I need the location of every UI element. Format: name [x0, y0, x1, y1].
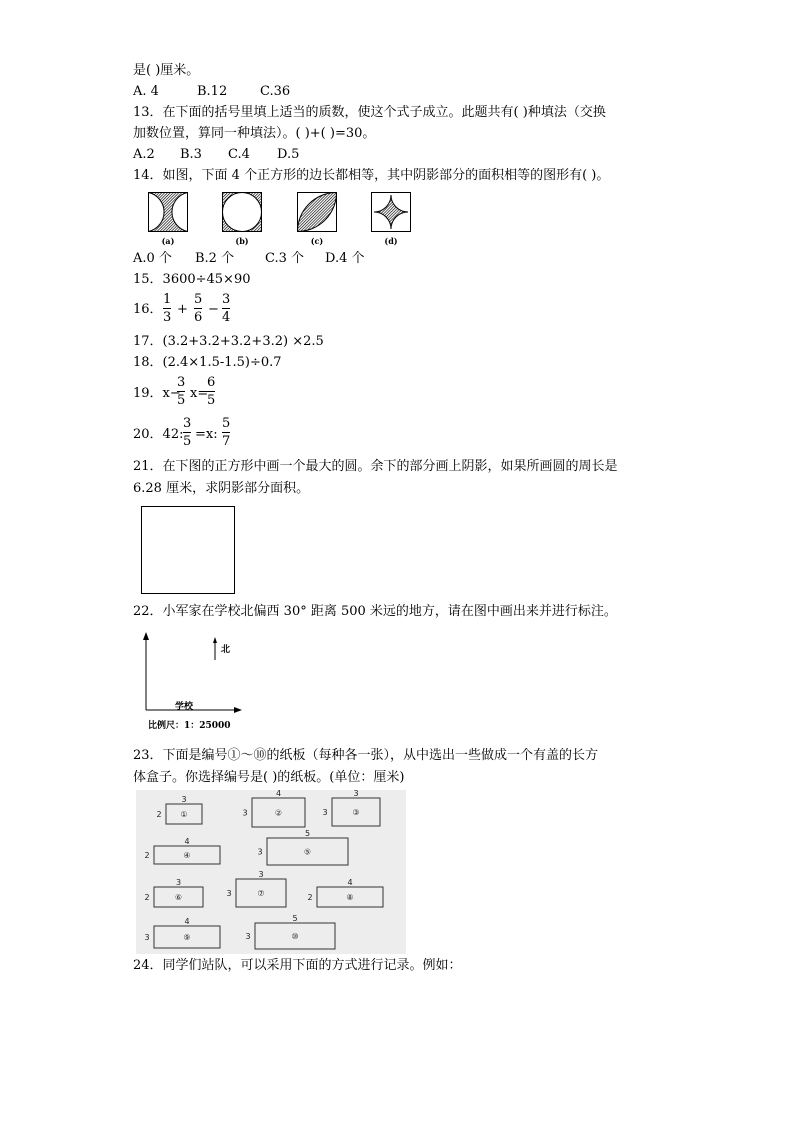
- caption-b: (b): [235, 236, 249, 246]
- q23-line1: 23．下面是编号①～⑩的纸板（每种各一张），从中选出一些做成一个有盖的长方: [133, 748, 599, 763]
- q14-options: [133, 251, 365, 267]
- q20-fraction-2: 5 7: [222, 416, 231, 449]
- option-c: C.4: [228, 147, 250, 162]
- q16-fraction-3: 3 4: [222, 292, 231, 325]
- q21-line2: 6.28 厘米，求阴影部分面积。: [133, 481, 310, 496]
- q15-text: 15．3600÷45×90: [133, 272, 251, 287]
- figure-a: [148, 192, 188, 232]
- board-top-length: 5: [292, 914, 298, 923]
- board-side-length: 3: [242, 808, 248, 818]
- board-side-length: 3: [226, 889, 232, 898]
- q17-text: 17．(3.2+3.2+3.2+3.2) ×2.5: [133, 334, 324, 349]
- option-d: D.4 个: [325, 251, 365, 266]
- board-id: ④: [183, 851, 191, 860]
- board-side-length: 3: [144, 933, 150, 942]
- board-id: ③: [352, 808, 360, 817]
- option-b: B.2 个: [195, 251, 235, 266]
- board-top-length: 4: [184, 837, 190, 846]
- q24-text: 24．同学们站队，可以采用下面的方式进行记录。例如：: [133, 958, 462, 973]
- q13-line1: 13．在下面的括号里填上适当的质数，使这个式子成立。此题共有( )种填法（交换: [133, 105, 606, 120]
- board-side-length: 3: [257, 847, 263, 857]
- board-top-length: 4: [347, 878, 353, 887]
- board-top-length: 4: [275, 789, 282, 798]
- board-id: ⑨: [183, 933, 191, 942]
- board-side-length: 2: [144, 851, 150, 860]
- q19-label: 19．x−: [133, 386, 181, 401]
- board-top-length: 3: [175, 878, 182, 887]
- q19-fraction-2: 6 5: [207, 375, 216, 408]
- figure-b: [222, 192, 262, 232]
- q16-op-minus: −: [208, 302, 219, 317]
- option-a: A.0 个: [133, 251, 172, 266]
- q12-options: [133, 84, 290, 100]
- q16-fraction-2: 5 6: [194, 292, 203, 325]
- board-id: ②: [274, 808, 283, 818]
- board-top-length: 3: [353, 789, 359, 798]
- board-id: ⑧: [346, 893, 354, 902]
- q16-op-plus: +: [177, 302, 188, 317]
- q20-label: 20．42:: [133, 427, 184, 442]
- caption-c: (c): [310, 236, 324, 246]
- board-side-length: 2: [307, 893, 313, 902]
- q14-text: 14．如图，下面 4 个正方形的边长都相等，其中阴影部分的面积相等的图形有( )。: [133, 168, 610, 183]
- board-id: ①: [180, 810, 188, 819]
- board-top-length: 3: [181, 795, 187, 804]
- figure-c: [297, 192, 337, 232]
- option-c: C.36: [260, 84, 291, 99]
- q21-line1: 21．在下图的正方形中画一个最大的圆。余下的部分画上阴影，如果所画圆的周长是: [133, 459, 618, 474]
- q13-options: [133, 147, 299, 163]
- school-label: 学校: [175, 702, 194, 712]
- q22-text: 22．小军家在学校北偏西 30° 距离 500 米远的地方，请在图中画出来并进行标注。: [133, 604, 617, 619]
- option-c: C.3 个: [265, 251, 305, 266]
- option-d: D.5: [277, 147, 300, 162]
- board-side-length: 2: [156, 810, 162, 819]
- board-top-length: 5: [304, 829, 311, 838]
- option-a: A.2: [133, 147, 155, 162]
- board-side-length: 3: [322, 808, 328, 817]
- q12-tail: 是( )厘米。: [133, 63, 200, 78]
- board-id: ⑤: [303, 847, 312, 857]
- q16-label: 16．: [133, 302, 163, 317]
- q20-mid: =x:: [195, 427, 218, 442]
- q13-line2: 加数位置，算同一种填法）。( )+( )=30。: [133, 126, 376, 141]
- north-label: 北: [221, 645, 231, 655]
- board-top-length: 3: [258, 870, 264, 879]
- q20-fraction-1: 3 5: [183, 416, 192, 449]
- boards-figure: [136, 790, 406, 954]
- board-id: ⑥: [174, 893, 183, 902]
- board-id: ⑩: [291, 932, 299, 941]
- scale-label: 比例尺：1：25000: [148, 721, 231, 731]
- q19-mid: x=: [190, 386, 209, 401]
- q19-fraction-1: 3 5: [177, 375, 186, 408]
- q18-text: 18．(2.4×1.5-1.5)÷0.7: [133, 355, 282, 370]
- board-top-length: 4: [184, 917, 190, 926]
- option-b: B.3: [180, 147, 202, 162]
- option-b: B.12: [197, 84, 228, 99]
- q16-fraction-1: 1 3: [163, 292, 172, 325]
- board-side-length: 3: [245, 932, 251, 941]
- caption-a: (a): [161, 236, 175, 246]
- caption-d: (d): [384, 236, 398, 246]
- figure-d: [371, 192, 411, 232]
- q21-square: [141, 506, 235, 594]
- board-side-length: 2: [144, 893, 150, 902]
- q23-line2: 体盒子。你选择编号是( )的纸板。(单位：厘米): [133, 770, 405, 785]
- board-id: ⑦: [257, 889, 265, 898]
- option-a: A. 4: [133, 84, 159, 99]
